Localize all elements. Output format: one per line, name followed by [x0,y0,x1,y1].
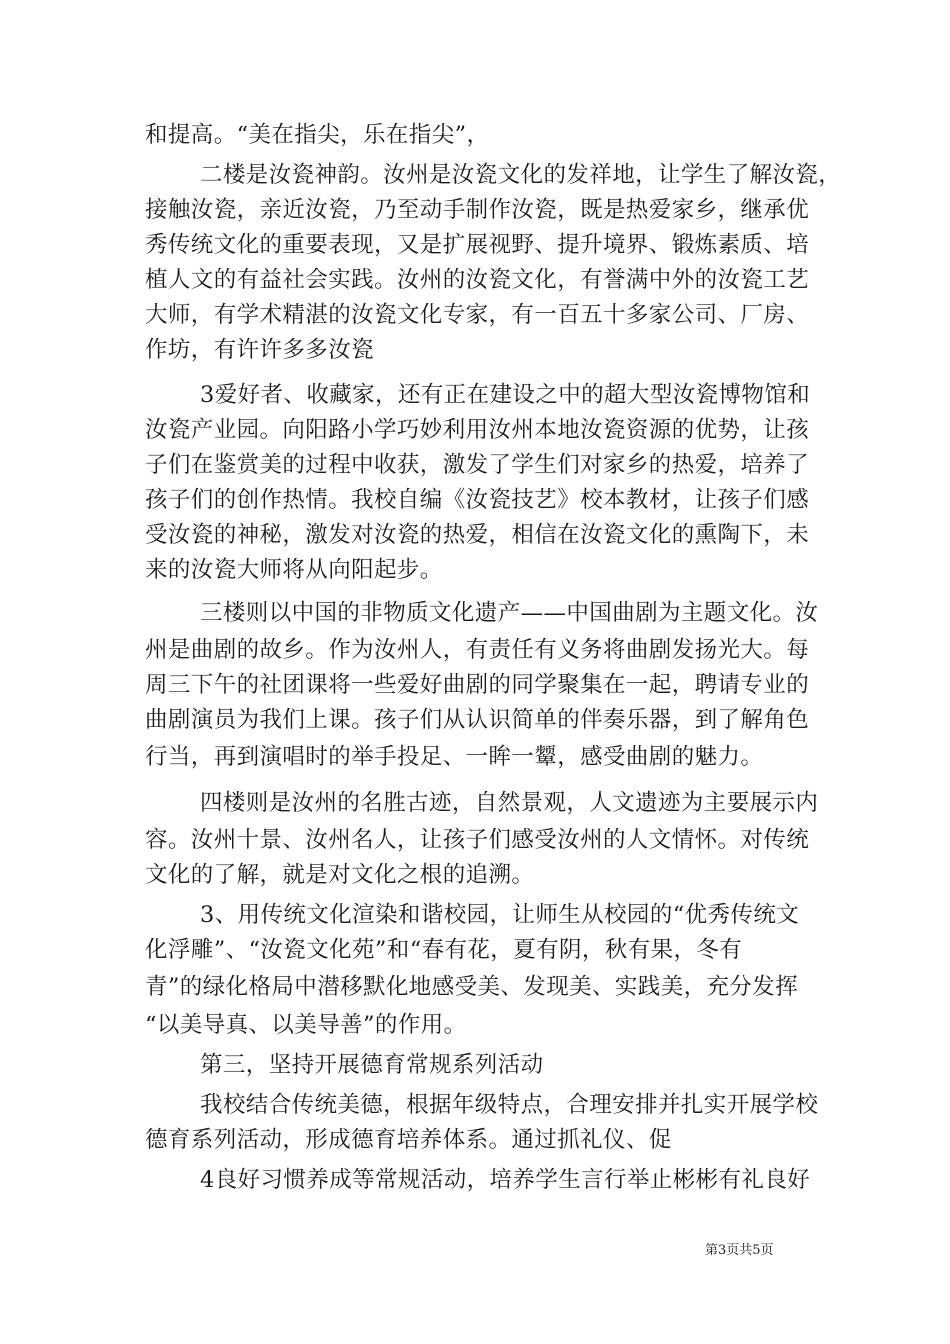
paragraph-start-line: 我校结合传统美德，根据年级特点，合理安排并扎实开展学校 [200,1092,819,1118]
text-line: 容。汝州十景、汝州名人，让孩子们感受汝州的人文情怀。对传统 [145,827,810,853]
page-number: 第3页共5页 [705,1243,774,1258]
paragraph-start-line: 3、用传统文化渲染和谐校园，让师生从校园的“优秀传统文 [200,902,800,928]
text-line: 青”的绿化格局中潜移默化地感受美、发现美、实践美，充分发挥 [145,974,799,1000]
text-line: 行当，再到演唱时的举手投足、一眸一颦，感受曲剧的魅力。 [145,744,764,770]
paragraph-start-line: 3爱好者、收藏家，还有正在建设之中的超大型汝瓷博物馆和 [200,382,811,408]
text-line: 州是曲剧的故乡。作为汝州人，有责任有义务将曲剧发扬光大。每 [145,637,810,663]
text-line: 化浮雕”、“汝瓷文化苑”和“春有花，夏有阴，秋有果，冬有 [145,937,743,963]
text-line: 汝瓷产业园。向阳路小学巧妙利用汝州本地汝瓷资源的优势，让孩 [145,417,810,443]
text-line: 和提高。“美在指尖，乐在指尖”， [145,122,490,148]
section-heading-line: 第三，坚持开展德育常规系列活动 [200,1052,544,1078]
text-line: 德育系列活动，形成德育培养体系。通过抓礼仪、促 [145,1127,672,1153]
text-line: 来的汝瓷大师将从向阳起步。 [145,557,443,583]
text-line: “以美导真、以美导善”的作用。 [145,1012,467,1038]
paragraph-start-line: 三楼则以中国的非物质文化遗产——中国曲剧为主题文化。汝 [200,600,819,626]
text-line: 文化的了解，就是对文化之根的追溯。 [145,862,535,888]
text-line: 秀传统文化的重要表现，又是扩展视野、提升境界、锻炼素质、培 [145,232,810,258]
paragraph-start-line: 二楼是汝瓷神韵。汝州是汝瓷文化的发祥地，让学生了解汝瓷， [200,162,842,188]
text-line: 大师，有学术精湛的汝瓷文化专家，有一百五十多家公司、厂房、 [145,302,810,328]
text-line: 受汝瓷的神秘，激发对汝瓷的热爱，相信在汝瓷文化的熏陶下，未 [145,522,810,548]
text-line: 孩子们的创作热情。我校自编《汝瓷技艺》校本教材，让孩子们感 [145,487,810,513]
text-line: 作坊，有许许多多汝瓷 [145,337,375,363]
text-line: 接触汝瓷，亲近汝瓷，乃至动手制作汝瓷，既是热爱家乡，继承优 [145,197,810,223]
paragraph-start-line: 四楼则是汝州的名胜古迹，自然景观，人文遗迹为主要展示内 [200,790,819,816]
text-line: 曲剧演员为我们上课。孩子们从认识简单的伴奏乐器，到了解角色 [145,707,810,733]
text-line: 植人文的有益社会实践。汝州的汝瓷文化，有誉满中外的汝瓷工艺 [145,267,810,293]
paragraph-start-line: 4良好习惯养成等常规活动，培养学生言行举止彬彬有礼良好 [200,1167,811,1193]
text-line: 子们在鉴赏美的过程中收获，激发了学生们对家乡的热爱，培养了 [145,452,810,478]
text-line: 周三下午的社团课将一些爱好曲剧的同学聚集在一起，聘请专业的 [145,672,810,698]
